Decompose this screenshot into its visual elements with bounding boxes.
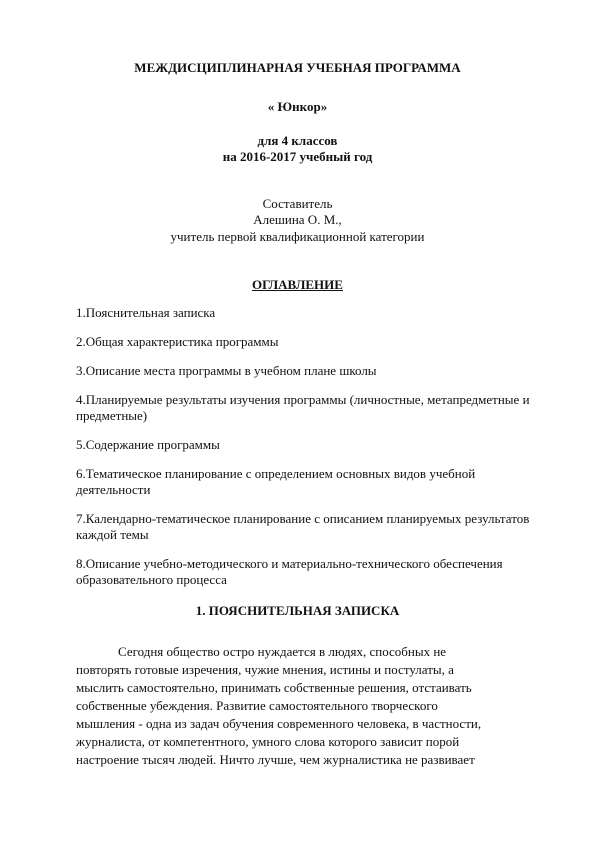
toc-item: 7.Календарно-тематическое планирование с описанием планируемых результатов каждой темы (76, 511, 530, 542)
toc-item: 1.Пояснительная записка (76, 305, 216, 320)
toc-item: 5.Содержание программы (76, 437, 220, 452)
grade-line: для 4 классов (257, 133, 338, 148)
table-of-contents (76, 305, 536, 601)
paragraph-line: собственные убеждения. Развитие самостоятельного творческого (76, 698, 438, 713)
paragraph-line: журналиста, от компетентного, умного слова которого зависит порой (76, 734, 460, 749)
paragraph-line: мышления - одна из задач обучения современного человека, в частности, (76, 716, 482, 731)
paragraph-line: повторять готовые изречения, чужие мнения, истины и постулаты, а (76, 662, 454, 677)
toc-item: 3.Описание места программы в учебном плане школы (76, 363, 377, 378)
toc-heading: ОГЛАВЛЕНИЕ (252, 277, 343, 292)
paragraph-line: Сегодня общество остро нуждается в людях, способных не (118, 644, 447, 659)
author-role: Составитель (262, 196, 333, 211)
paragraph-line: настроение тысяч людей. Ничто лучше, чем журналистика не развивает (76, 752, 475, 767)
body-paragraph (76, 643, 528, 769)
program-subtitle: « Юнкор» (267, 99, 328, 114)
program-title: МЕЖДИСЦИПЛИНАРНАЯ УЧЕБНАЯ ПРОГРАММА (134, 60, 461, 75)
toc-item: 6.Тематическое планирование с определением основных видов учебной деятельности (76, 466, 476, 497)
author-name: Алешина О. М., (253, 212, 342, 227)
toc-item: 8.Описание учебно-методического и материально-технического обеспечения образовательного процесса (76, 556, 503, 587)
school-year-line: на 2016-2017 учебный год (222, 149, 373, 164)
paragraph-line: мыслить самостоятельно, принимать собственные решения, отстаивать (76, 680, 472, 695)
section-heading: 1. ПОЯСНИТЕЛЬНАЯ ЗАПИСКА (195, 603, 400, 618)
toc-item: 2.Общая характеристика программы (76, 334, 279, 349)
toc-item: 4.Планируемые результаты изучения программы (личностные, метапредметные и предметные) (76, 392, 530, 423)
author-position: учитель первой квалификационной категории (170, 229, 425, 244)
